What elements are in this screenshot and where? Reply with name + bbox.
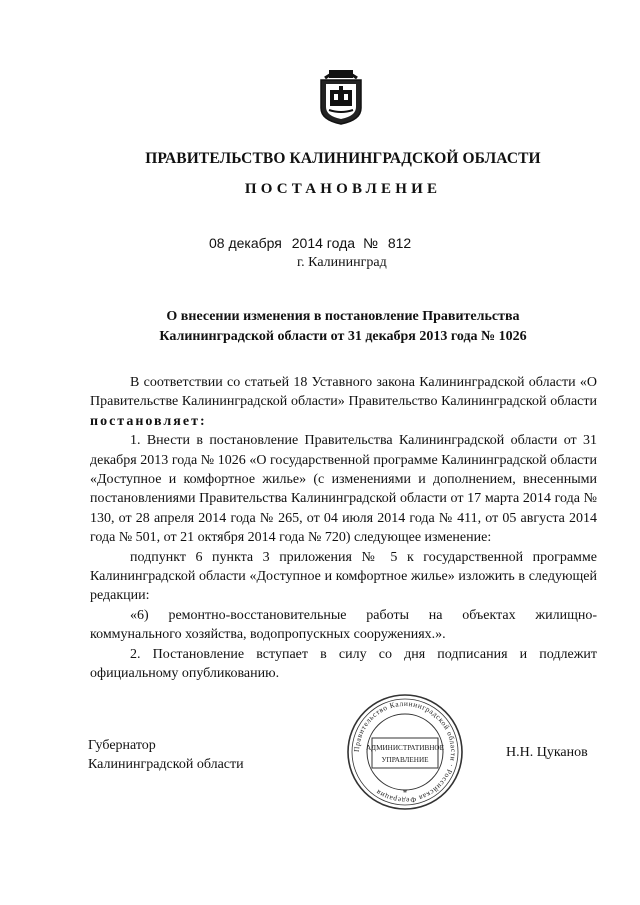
- item-2: 2. Постановление вступает в силу со дня подписания и подлежит официальному опубликованию.: [90, 646, 597, 682]
- subject-line-1: О внесении изменения в постановление Правительства: [166, 309, 520, 324]
- stamp-ring-text: Правительство Калининградской области · Российская Федерация: [351, 698, 459, 806]
- item-1: 1. Внести в постановление Правительства Калининградской области от 31 декабря 2013 года № 1026 «О государственной программе Калининградской области «Доступное и комфортное жилье» (с изменениями и дополнением, внесенными постановлениями Правительства Калининградской области от 17 марта 2014 года № 130, от 28 апреля 2014 года № 265, от 04 июля 2014 года № 411, от 05 августа 2014 года № 501, от 21 октября 2014 года № 720) следующее изменение:: [90, 433, 597, 546]
- signatory-title-line-2: Калининградской области: [88, 757, 244, 772]
- subject: [0, 307, 640, 347]
- signatory-title: [88, 736, 244, 774]
- date-day-month: 08 декабря: [209, 235, 282, 251]
- coat-of-arms-icon: [317, 64, 365, 126]
- document-number: 812: [387, 235, 412, 251]
- signatory-title-line-1: Губернатор: [88, 738, 156, 753]
- official-stamp: [345, 692, 465, 812]
- date-year: 2014 года: [291, 235, 356, 251]
- signatory-name: Н.Н. Цуканов: [506, 745, 588, 760]
- number-sign: №: [362, 235, 378, 251]
- stamp-center-line-2: УПРАВЛЕНИЕ: [381, 756, 429, 764]
- organization-title: ПРАВИТЕЛЬСТВО КАЛИНИНГРАДСКОЙ ОБЛАСТИ: [145, 150, 541, 167]
- item-1-quote: «6) ремонтно-восстановительные работы на объектах жилищно-коммунального хозяйства, водопропускных сооружениях.».: [90, 607, 597, 643]
- item-1-sub: подпункт 6 пункта 3 приложения № 5 к государственной программе Калининградской области «Доступное и комфортное жилье» изложить в следующей редакции:: [90, 549, 597, 604]
- stamp-star-icon: *: [402, 788, 408, 798]
- document-type: ПОСТАНОВЛЕНИЕ: [244, 181, 442, 197]
- stamp-center-line-1: АДМИНИСТРАТИВНОЕ: [365, 744, 445, 752]
- subject-line-2: Калининградской области от 31 декабря 2013 года № 1026: [159, 329, 527, 344]
- date-line: [209, 235, 411, 251]
- city: г. Калининград: [297, 255, 387, 270]
- document-body: [90, 373, 597, 684]
- preamble: [90, 373, 597, 431]
- preamble-text: В соответствии со статьей 18 Уставного закона Калининградской области «О Правительстве Калининградской области» Правительство Калининградской области: [90, 375, 597, 410]
- resolves-word: постановляет:: [90, 413, 207, 429]
